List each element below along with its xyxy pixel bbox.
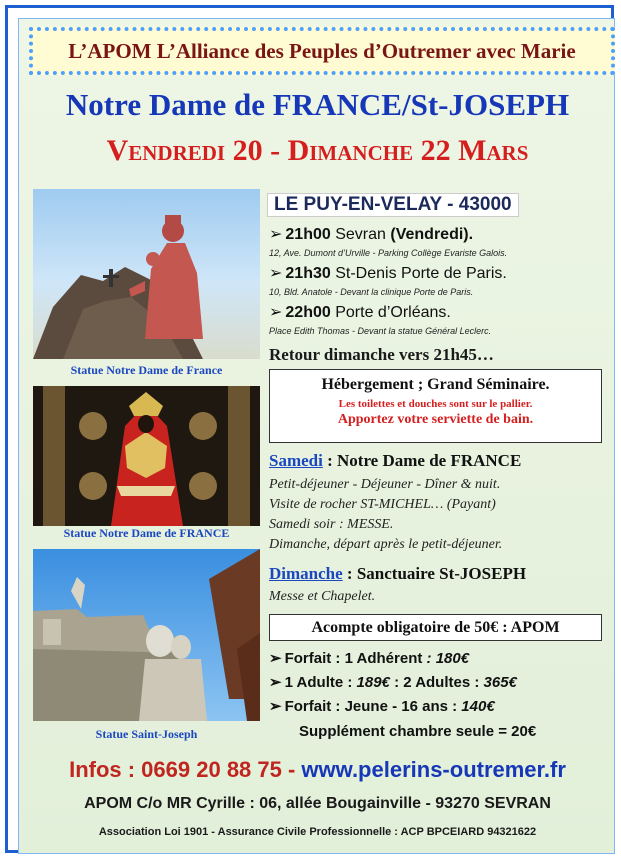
sunday-label: Dimanche <box>269 564 343 583</box>
price-2 <box>269 673 517 691</box>
photo-saint-joseph <box>33 549 260 721</box>
destination-box <box>267 193 519 217</box>
website-link[interactable]: www.pelerins-outremer.fr <box>301 757 566 782</box>
departure-2 <box>269 263 507 283</box>
statue-rock-illustration <box>33 189 260 359</box>
lodging-box <box>269 369 602 443</box>
saturday-line-1: Petit-déjeuner - Déjeuner - Dîner & nuit. <box>269 477 501 492</box>
deposit-text: Acompte obligatoire de 50€ : APOM <box>311 619 560 636</box>
departure-3-detail: Place Edith Thomas - Devant la statue Général Leclerc. <box>269 326 492 336</box>
postal-address: APOM C/o MR Cyrille : 06, allée Bougainville - 93270 SEVRAN <box>84 795 551 812</box>
saturday-line-3: Samedi soir : MESSE. <box>269 517 394 532</box>
saturday-label: Samedi <box>269 451 323 470</box>
lodging-title: Hébergement ; Grand Séminaire. <box>321 376 550 393</box>
caption-statue-3: Statue Saint-Joseph <box>95 727 198 741</box>
price-1 <box>269 649 469 667</box>
price-label-2: : 2 Adultes : <box>389 674 484 691</box>
destination-text: LE PUY-EN-VELAY - 43000 <box>274 194 512 215</box>
price-value: : 180€ <box>422 650 470 667</box>
deposit-box <box>269 614 602 641</box>
lodging-note: Les toilettes et douches sont sur le pallier. <box>338 398 533 410</box>
price-label: 1 Adulte : <box>284 674 357 691</box>
arrow-icon: ➢ <box>269 265 283 282</box>
saint-joseph-illustration <box>33 549 260 721</box>
sunday-title: : Sanctuaire St-JOSEPH <box>342 564 527 583</box>
departure-1-detail: 12, Ave. Dumont d’Urville - Parking Collège Evariste Galois. <box>269 248 508 258</box>
caption-statue-1: Statue Notre Dame de France <box>70 363 223 377</box>
lodging-towel: Apportez votre serviette de bain. <box>337 412 534 427</box>
poster-background <box>18 18 615 854</box>
event-dates: Vendredi 20 - Dimanche 22 Mars <box>106 134 529 167</box>
sunday-line-1: Messe et Chapelet. <box>269 589 376 604</box>
price-3 <box>269 697 495 715</box>
price-value: 140€ <box>461 698 495 715</box>
price-value-2: 365€ <box>483 674 517 691</box>
departure-time: 21h30 <box>285 265 331 282</box>
arrow-icon: ➢ <box>269 698 282 715</box>
departure-place: St-Denis Porte de Paris. <box>335 265 507 282</box>
departure-3 <box>269 302 451 322</box>
departure-time: 22h00 <box>285 304 331 321</box>
legal-footer: Association Loi 1901 - Assurance Civile Professionnelle : ACP BPCEIARD 94321622 <box>98 826 537 838</box>
poster-frame <box>5 5 614 853</box>
saturday-line-2: Visite de rocher ST-MICHEL… (Payant) <box>269 497 496 512</box>
return-text: Retour dimanche vers 21h45… <box>269 345 494 364</box>
infos-phone: Infos : 0669 20 88 75 - <box>69 757 302 782</box>
black-madonna-illustration <box>33 386 260 526</box>
supplement-text: Supplément chambre seule = 20€ <box>299 723 537 740</box>
departure-extra: (Vendredi). <box>390 226 474 243</box>
arrow-icon: ➢ <box>269 304 283 321</box>
arrow-icon: ➢ <box>269 226 283 243</box>
infos-line <box>19 757 616 783</box>
saturday-line-4: Dimanche, départ après le petit-déjeuner. <box>269 537 503 552</box>
saturday-title: : Notre Dame de FRANCE <box>322 451 522 470</box>
event-title: Notre Dame de FRANCE/St-JOSEPH <box>65 87 570 122</box>
banner-text: L’APOM L’Alliance des Peuples d’Outremer avec Marie <box>68 39 576 63</box>
photo-vierge-noire <box>33 386 260 526</box>
price-label: Forfait : Jeune - 16 ans : <box>284 698 462 715</box>
departure-1 <box>269 224 473 244</box>
caption-statue-2: Statue Notre Dame de FRANCE <box>63 526 230 540</box>
arrow-icon: ➢ <box>269 674 282 691</box>
departure-time: 21h00 <box>285 226 331 243</box>
price-value: 189€ <box>356 674 390 691</box>
arrow-icon: ➢ <box>269 650 282 667</box>
price-label: Forfait : 1 Adhérent <box>284 650 423 667</box>
header-banner <box>29 27 615 75</box>
departure-place: Porte d’Orléans. <box>335 304 451 321</box>
departure-place: Sevran <box>335 226 386 243</box>
sunday-header <box>269 564 526 584</box>
saturday-header <box>269 451 521 471</box>
photo-notre-dame-de-france <box>33 189 260 359</box>
departure-2-detail: 10, Bld. Anatole - Devant la clinique Porte de Paris. <box>269 287 474 297</box>
